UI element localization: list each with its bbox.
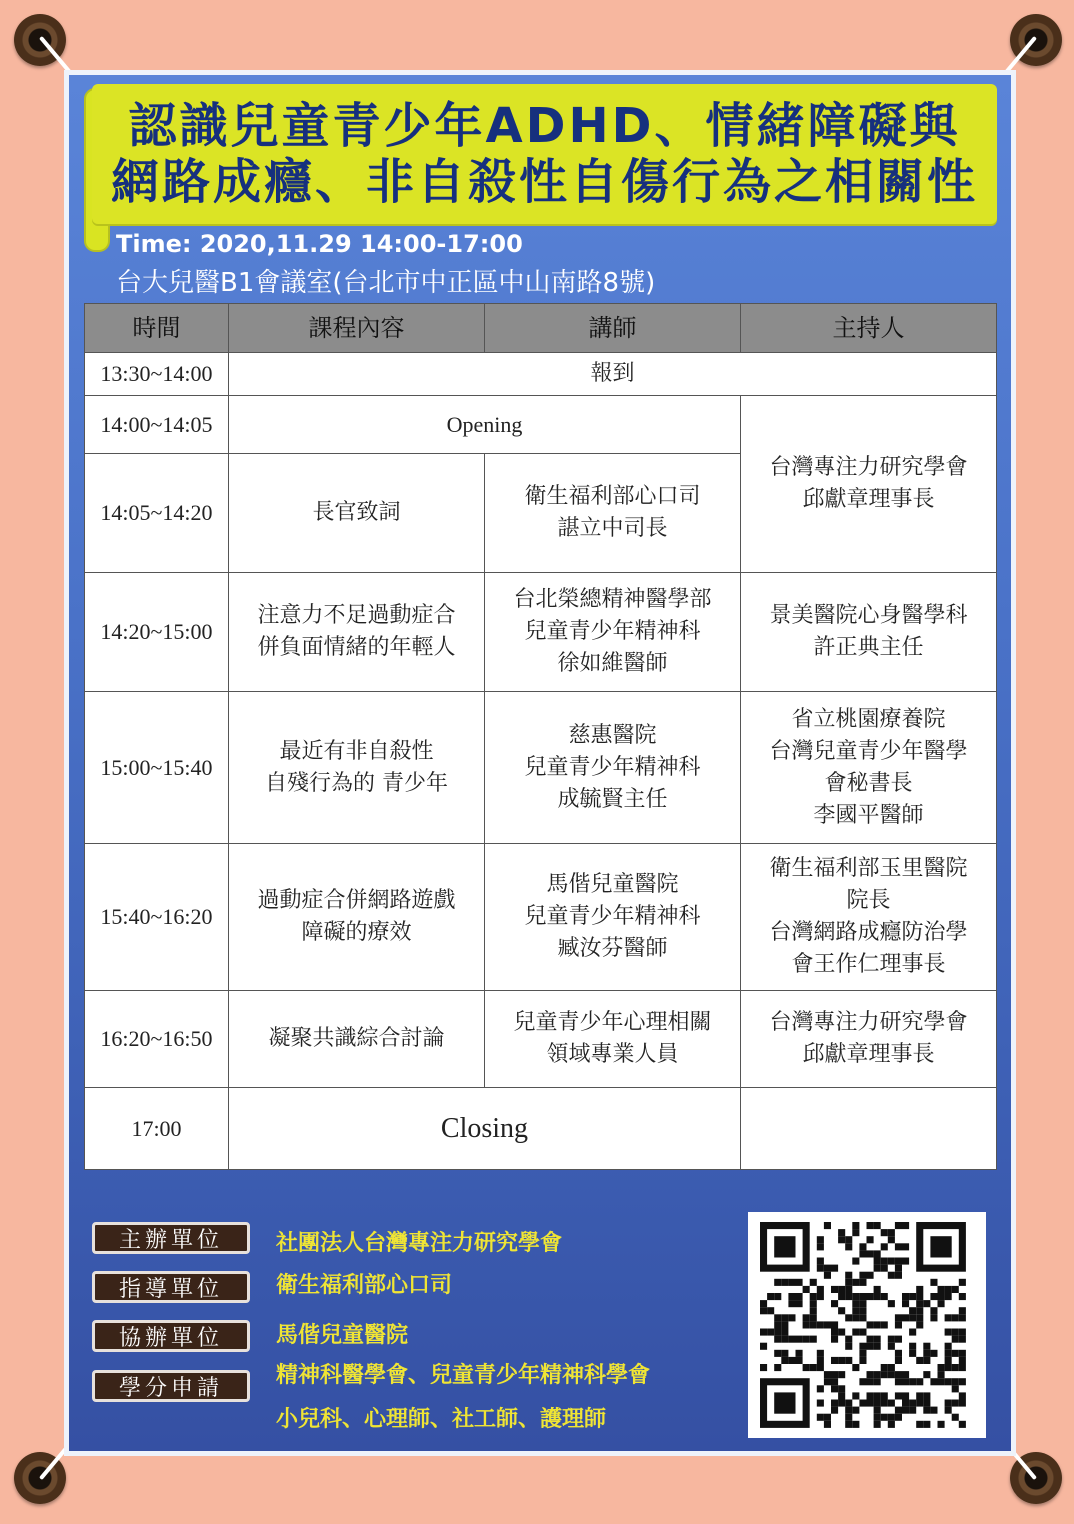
- content-line: 障礙的療效: [301, 920, 412, 945]
- label-supervisor: 指導單位: [92, 1271, 250, 1303]
- host-line: 邱獻章理事長: [802, 487, 935, 512]
- host-cell: [741, 991, 997, 1088]
- host-line: 院長: [846, 888, 891, 913]
- speaker-line: 領域專業人員: [546, 1042, 679, 1067]
- header-speaker: 講師: [485, 304, 741, 353]
- time-cell: 15:00~15:40: [85, 692, 229, 844]
- content-cell: Opening: [229, 396, 741, 454]
- table-row: [85, 396, 997, 454]
- qr-code-graphic: [748, 1212, 986, 1438]
- speaker-line: 徐如維醫師: [557, 651, 668, 676]
- content-cell: 報到: [229, 353, 997, 396]
- host-line: 台灣專注力研究學會: [769, 455, 968, 480]
- time-cell: 14:00~14:05: [85, 396, 229, 454]
- speaker-cell: [485, 844, 741, 991]
- speaker-line: 兒童青少年精神科: [524, 619, 701, 644]
- table-row: [85, 573, 997, 692]
- speaker-cell: [485, 454, 741, 573]
- speaker-line: 慈惠醫院: [568, 722, 657, 748]
- host-line: 省立桃園療養院: [791, 706, 946, 732]
- time-cell: 16:20~16:50: [85, 991, 229, 1088]
- speaker-line: 諶立中司長: [557, 516, 668, 541]
- content-cell: Closing: [229, 1088, 741, 1170]
- host-line: 李國平醫師: [813, 802, 924, 828]
- time-cell: 13:30~14:00: [85, 353, 229, 396]
- title-banner: [92, 84, 997, 224]
- content-line: 自殘行為的 青少年: [265, 770, 448, 796]
- qr-code-icon[interactable]: [748, 1212, 986, 1438]
- content-cell: 凝聚共識綜合討論: [229, 991, 485, 1088]
- label-credits: 學分申請: [92, 1370, 250, 1402]
- host-cell: [741, 573, 997, 692]
- host-line: 邱獻章理事長: [802, 1042, 935, 1067]
- table-row: [85, 991, 997, 1088]
- org-credit-professions: 小兒科、心理師、社工師、護理師: [276, 1407, 607, 1432]
- speaker-line: 兒童青少年心理相關: [513, 1010, 712, 1035]
- host-cell: [741, 692, 997, 844]
- speaker-line: 衛生福利部心口司: [524, 484, 701, 509]
- host-line: 台灣專注力研究學會: [769, 1010, 968, 1035]
- header-content: 課程內容: [229, 304, 485, 353]
- time-cell: 15:40~16:20: [85, 844, 229, 991]
- content-line: 併負面情緒的年輕人: [257, 635, 456, 660]
- org-credit-societies: 精神科醫學會、兒童青少年精神科學會: [276, 1363, 651, 1388]
- host-line: 許正典主任: [813, 635, 924, 660]
- content-line: 注意力不足過動症合: [257, 603, 456, 628]
- header-host: 主持人: [741, 304, 997, 353]
- content-line: 最近有非自殺性: [279, 738, 434, 764]
- org-co-organizer: 馬偕兒童醫院: [276, 1323, 409, 1348]
- table-row: [85, 692, 997, 844]
- host-line: 景美醫院心身醫學科: [769, 603, 968, 628]
- speaker-line: 台北榮總精神醫學部: [513, 587, 712, 612]
- table-row: [85, 1088, 997, 1170]
- speaker-cell: [485, 991, 741, 1088]
- event-time: Time: 2020,11.29 14:00-17:00: [116, 230, 523, 258]
- host-line: 台灣兒童青少年醫學: [769, 738, 968, 764]
- table-row: [85, 353, 997, 396]
- content-line: 過動症合併網路遊戲: [257, 888, 456, 913]
- org-organizer: 社團法人台灣專注力研究學會: [276, 1231, 563, 1256]
- content-cell: [229, 844, 485, 991]
- speaker-line: 馬偕兒童醫院: [546, 872, 679, 897]
- event-venue: 台大兒醫B1會議室(台北市中正區中山南路8號): [116, 268, 656, 298]
- content-cell: [229, 692, 485, 844]
- time-cell: 14:20~15:00: [85, 573, 229, 692]
- host-cell: [741, 396, 997, 573]
- speaker-line: 兒童青少年精神科: [524, 904, 701, 929]
- host-cell: [741, 1088, 997, 1170]
- label-co-organizer: 協辦單位: [92, 1320, 250, 1352]
- speaker-line: 臧汝芬醫師: [557, 936, 668, 961]
- table-row: [85, 844, 997, 991]
- host-line: 會秘書長: [824, 770, 913, 796]
- speaker-line: 兒童青少年精神科: [524, 754, 701, 780]
- title-line-2: 網路成癮、非自殺性自傷行為之相關性: [110, 154, 978, 210]
- time-cell: 14:05~14:20: [85, 454, 229, 573]
- host-cell: [741, 844, 997, 991]
- host-line: 衛生福利部玉里醫院: [769, 856, 968, 881]
- speaker-line: 成毓賢主任: [557, 786, 668, 812]
- org-supervisor: 衛生福利部心口司: [276, 1273, 453, 1298]
- content-cell: [229, 573, 485, 692]
- schedule-table: [84, 303, 997, 1170]
- header-time: 時間: [85, 304, 229, 353]
- host-line: 台灣網路成癮防治學: [769, 920, 968, 945]
- speaker-cell: [485, 573, 741, 692]
- table-header-row: [85, 304, 997, 353]
- time-cell: 17:00: [85, 1088, 229, 1170]
- speaker-cell: [485, 692, 741, 844]
- host-line: 會王作仁理事長: [791, 952, 946, 977]
- title-line-1: 認識兒童青少年ADHD、情緒障礙與: [128, 98, 961, 154]
- label-organizer: 主辦單位: [92, 1222, 250, 1254]
- content-cell: 長官致詞: [229, 454, 485, 573]
